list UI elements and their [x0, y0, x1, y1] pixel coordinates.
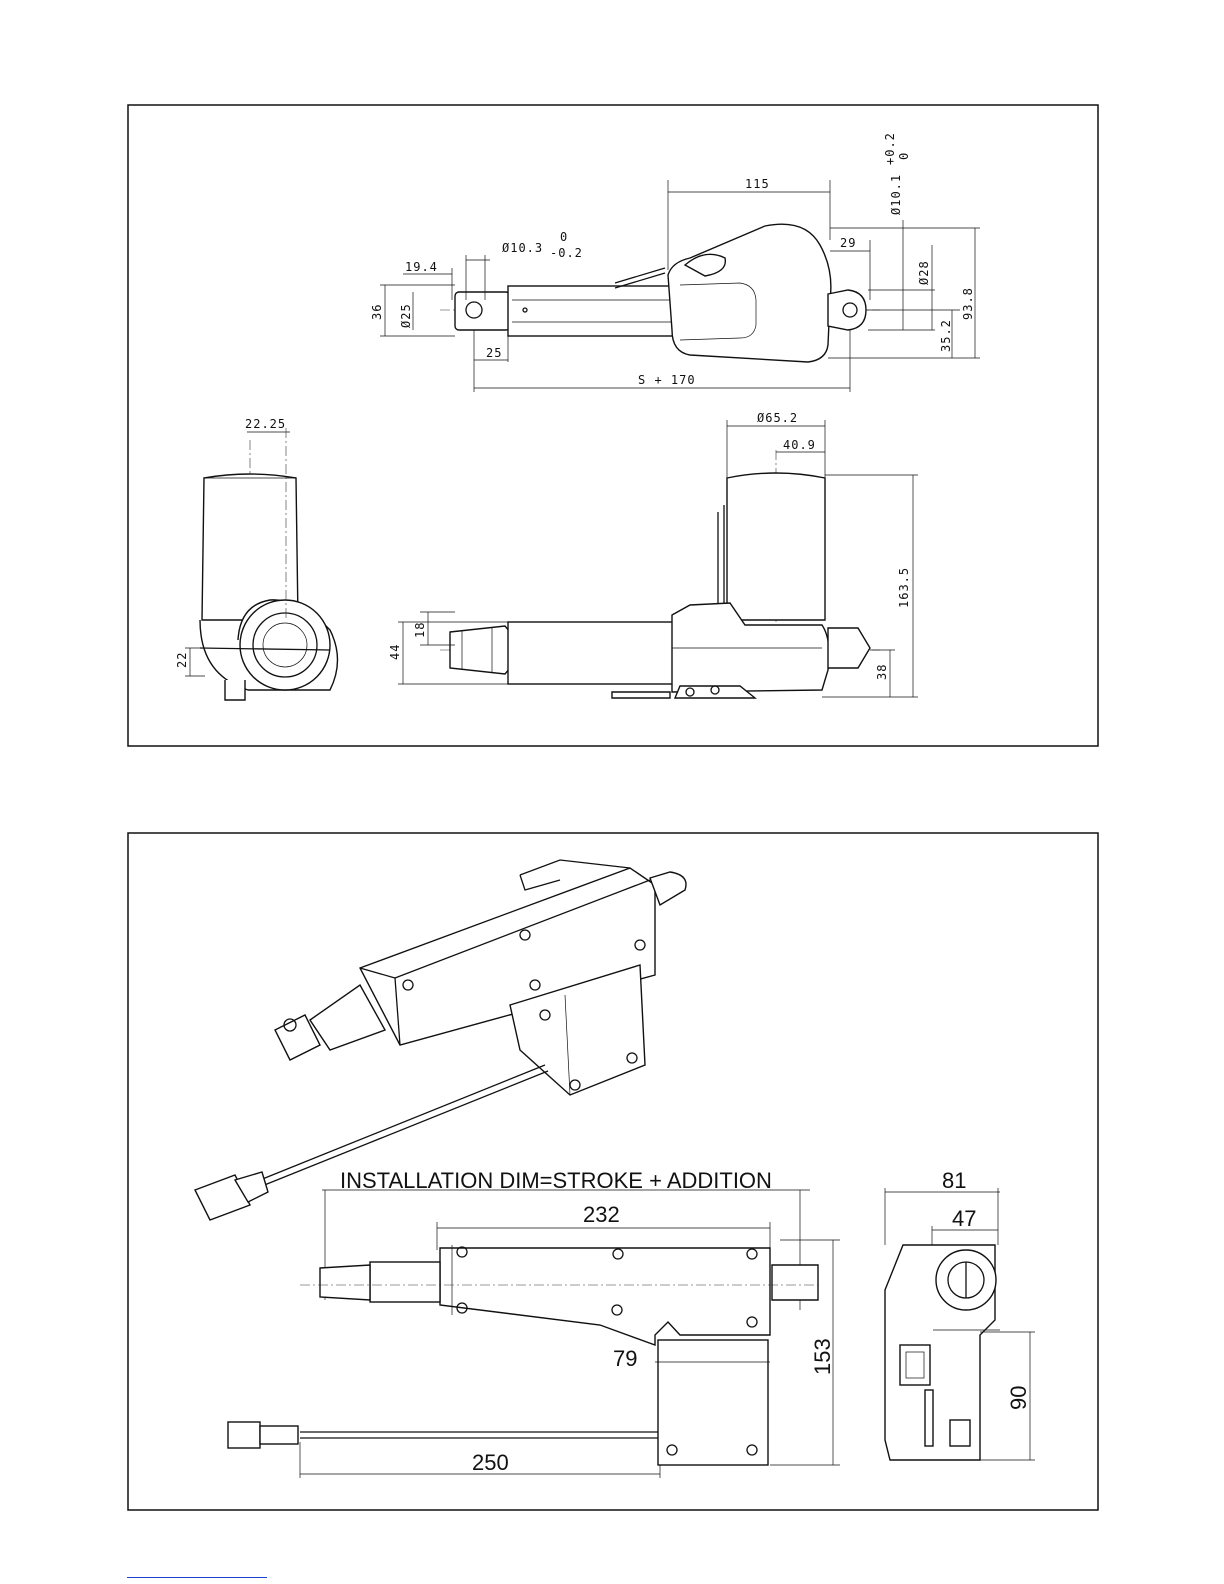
dim-44: 44 — [388, 643, 402, 660]
dim-250: 250 — [472, 1450, 509, 1475]
install-rod — [370, 1262, 440, 1302]
dim-47: 47 — [952, 1206, 977, 1231]
front-view — [388, 411, 918, 698]
dim-28: Ø28 — [917, 260, 931, 285]
dim-36: 36 — [370, 303, 384, 320]
motor-can — [202, 474, 298, 620]
rear-clevis — [828, 290, 866, 330]
install-body — [440, 1248, 770, 1345]
motor-upright — [727, 473, 825, 620]
dim-103-tol-lower: -0.2 — [550, 246, 583, 260]
tube-front — [508, 622, 678, 684]
dim-101: Ø10.1 — [889, 173, 903, 215]
rod-end-front — [450, 626, 510, 674]
dim-18: 18 — [413, 621, 427, 638]
dim-81: 81 — [942, 1168, 967, 1193]
end-socket — [950, 1420, 970, 1446]
dim-232: 232 — [583, 1202, 620, 1227]
side-view — [370, 132, 980, 392]
dim-s170: S + 170 — [638, 373, 696, 387]
rear-clevis-front — [828, 628, 870, 668]
dim-101-tol-lower: 0 — [897, 151, 911, 160]
end-switch — [900, 1345, 930, 1385]
dim-115: 115 — [745, 177, 770, 191]
dim-101-tol-upper: +0.2 — [883, 132, 897, 165]
dim-652: Ø65.2 — [757, 411, 799, 425]
install-end-view — [885, 1168, 1035, 1460]
install-label: INSTALLATION DIM=STROKE + ADDITION — [340, 1168, 772, 1193]
dim-79: 79 — [613, 1346, 638, 1371]
install-rear-clevis — [772, 1265, 818, 1300]
installation-view — [228, 1168, 840, 1478]
dim-25: 25 — [486, 346, 503, 360]
dim-22: 22 — [175, 651, 189, 668]
dim-25dia: Ø25 — [399, 303, 413, 328]
isometric-view — [195, 860, 686, 1220]
dim-352: 35.2 — [939, 319, 953, 352]
dim-38: 38 — [875, 663, 889, 680]
dim-2225: 22.25 — [245, 417, 287, 431]
dim-103: Ø10.3 — [502, 241, 544, 255]
install-connector — [228, 1422, 260, 1448]
dim-409: 40.9 — [783, 438, 816, 452]
dim-153: 153 — [810, 1338, 835, 1375]
dim-90: 90 — [1006, 1385, 1031, 1410]
dim-1635: 163.5 — [897, 566, 911, 608]
footer-rule — [127, 1577, 267, 1578]
dim-103-tol-upper: 0 — [560, 230, 569, 244]
install-rod-end — [320, 1265, 370, 1300]
dim-938: 93.8 — [961, 287, 975, 320]
motor-housing — [668, 224, 831, 362]
dim-194: 19.4 — [405, 260, 438, 274]
inner-tube — [508, 286, 678, 336]
dim-29: 29 — [840, 236, 857, 250]
end-view — [175, 417, 338, 700]
